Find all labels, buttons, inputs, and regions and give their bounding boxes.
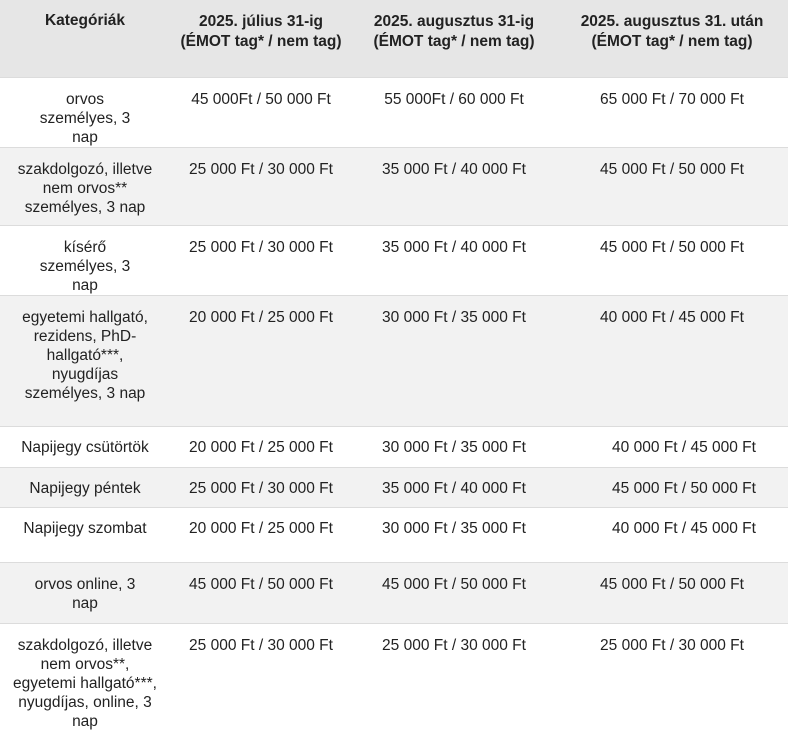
price-late-cell: 45 000 Ft / 50 000 Ft [556, 467, 788, 507]
category-cell: szakdolgozó, illetve nem orvos** személyes, 3 nap [0, 147, 170, 225]
header-deadline-august: 2025. augusztus 31-ig (ÉMOT tag* / nem tag) [373, 13, 535, 50]
table-row [0, 295, 788, 426]
price-mid-cell: 35 000 Ft / 40 000 Ft [352, 225, 556, 295]
price-mid-cell: 30 000 Ft / 35 000 Ft [352, 507, 556, 562]
price-mid-cell: 35 000 Ft / 40 000 Ft [352, 147, 556, 225]
price-late-cell: 40 000 Ft / 45 000 Ft [556, 426, 788, 467]
header-categories: Kategóriák [44, 12, 126, 29]
price-early-cell: 20 000 Ft / 25 000 Ft [170, 426, 352, 467]
category-cell: orvos személyes, 3 nap [0, 77, 170, 147]
price-early-cell: 45 000 Ft / 50 000 Ft [170, 562, 352, 623]
price-late-cell: 45 000 Ft / 50 000 Ft [556, 562, 788, 623]
category-cell: szakdolgozó, illetve nem orvos**, egyetemi hallgató***, nyugdíjas, online, 3 nap [0, 623, 170, 753]
price-late-cell: 25 000 Ft / 30 000 Ft [556, 623, 788, 753]
price-late-cell: 45 000 Ft / 50 000 Ft [556, 147, 788, 225]
header-row [0, 0, 788, 77]
category-cell: egyetemi hallgató, rezidens, PhD-hallgató***, nyugdíjas személyes, 3 nap [0, 295, 170, 426]
table-row [0, 562, 788, 623]
price-early-cell: 20 000 Ft / 25 000 Ft [170, 507, 352, 562]
table-row [0, 507, 788, 562]
price-late-cell: 65 000 Ft / 70 000 Ft [556, 77, 788, 147]
price-early-cell: 25 000 Ft / 30 000 Ft [170, 225, 352, 295]
category-cell: Napijegy szombat [0, 507, 170, 562]
price-mid-cell: 30 000 Ft / 35 000 Ft [352, 295, 556, 426]
price-mid-cell: 35 000 Ft / 40 000 Ft [352, 467, 556, 507]
price-late-cell: 45 000 Ft / 50 000 Ft [556, 225, 788, 295]
price-late-cell: 40 000 Ft / 45 000 Ft [556, 507, 788, 562]
price-early-cell: 25 000 Ft / 30 000 Ft [170, 147, 352, 225]
price-early-cell: 25 000 Ft / 30 000 Ft [170, 623, 352, 753]
table-row [0, 467, 788, 507]
price-mid-cell: 55 000Ft / 60 000 Ft [352, 77, 556, 147]
table-header [0, 0, 788, 77]
header-deadline-july: 2025. július 31-ig (ÉMOT tag* / nem tag) [180, 13, 342, 50]
table-row [0, 225, 788, 295]
price-mid-cell: 45 000 Ft / 50 000 Ft [352, 562, 556, 623]
category-cell: kísérő személyes, 3 nap [0, 225, 170, 295]
table-row [0, 77, 788, 147]
category-cell: orvos online, 3 nap [0, 562, 170, 623]
table-row [0, 426, 788, 467]
price-mid-cell: 30 000 Ft / 35 000 Ft [352, 426, 556, 467]
price-early-cell: 45 000Ft / 50 000 Ft [170, 77, 352, 147]
table-row [0, 147, 788, 225]
header-after-august: 2025. augusztus 31. után (ÉMOT tag* / nem tag) [580, 13, 764, 50]
category-cell: Napijegy péntek [0, 467, 170, 507]
price-early-cell: 25 000 Ft / 30 000 Ft [170, 467, 352, 507]
table-row [0, 623, 788, 753]
price-early-cell: 20 000 Ft / 25 000 Ft [170, 295, 352, 426]
table-body [0, 77, 788, 753]
price-late-cell: 40 000 Ft / 45 000 Ft [556, 295, 788, 426]
category-cell: Napijegy csütörtök [0, 426, 170, 467]
price-mid-cell: 25 000 Ft / 30 000 Ft [352, 623, 556, 753]
